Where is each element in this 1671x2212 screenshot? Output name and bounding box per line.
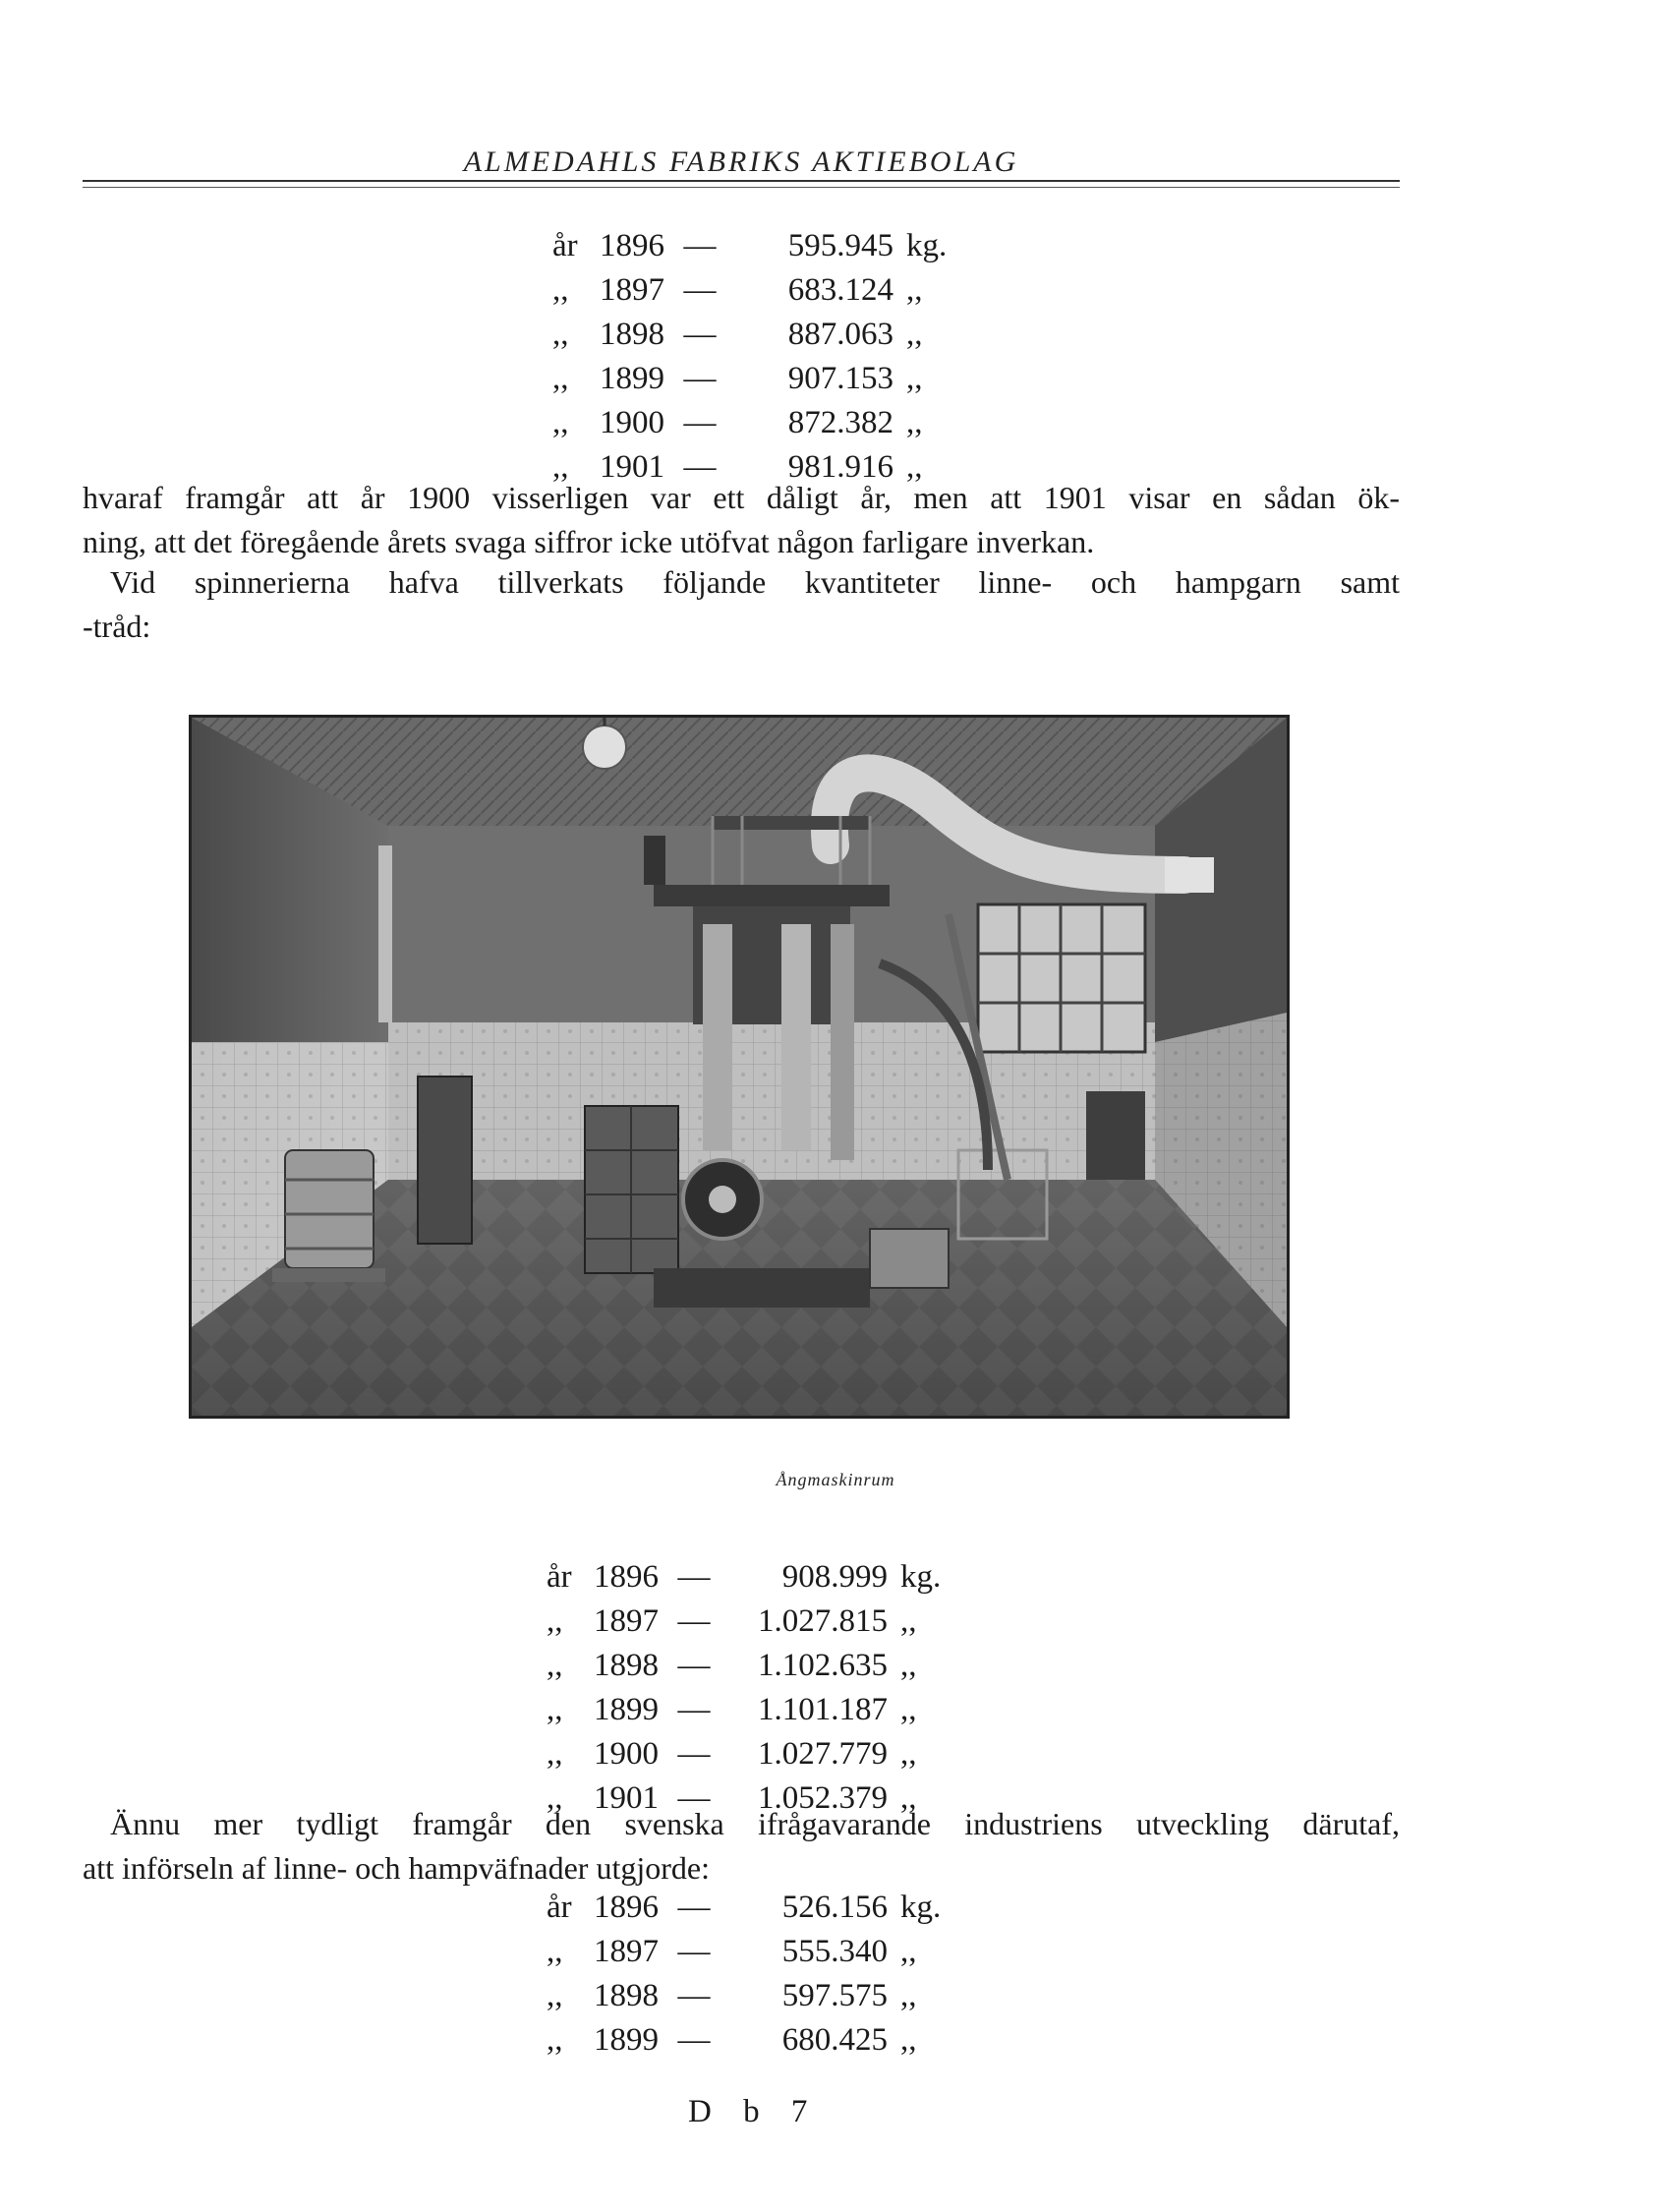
row-prefix: ,, [547, 1603, 563, 1639]
row-unit: ,, [900, 1736, 917, 1772]
row-value: 887.063 [787, 317, 893, 352]
row-prefix: ,, [547, 1780, 563, 1816]
row-dash: — [677, 2022, 711, 2058]
row-unit: ,, [900, 1692, 917, 1727]
row-dash: — [677, 1648, 711, 1683]
row-dash: — [677, 1692, 711, 1727]
engine-room-illustration [192, 718, 1287, 1416]
row-unit: ,, [900, 1648, 917, 1683]
row-value: 526.156 [781, 1890, 888, 1925]
row-dash: — [677, 1780, 711, 1816]
row-value: 555.340 [781, 1934, 888, 1969]
row-prefix: ,, [547, 1736, 563, 1772]
running-header: ALMEDAHLS FABRIKS AKTIEBOLAG [463, 146, 1019, 178]
row-dash: — [683, 317, 717, 352]
row-year: 1899 [594, 2022, 659, 2058]
row-dash: — [677, 1890, 711, 1925]
row-year: 1900 [594, 1736, 659, 1772]
row-year: 1899 [594, 1692, 659, 1727]
row-year: 1896 [594, 1559, 659, 1595]
row-prefix: ,, [547, 1934, 563, 1969]
row-dash: — [683, 272, 717, 308]
row-year: 1897 [594, 1603, 659, 1639]
row-unit: kg. [900, 1890, 942, 1925]
row-unit: kg. [906, 228, 948, 263]
row-value: 907.153 [787, 361, 893, 396]
row-unit: ,, [906, 405, 923, 440]
row-dash: — [683, 228, 717, 263]
row-dash: — [683, 449, 717, 485]
row-unit: ,, [900, 1934, 917, 1969]
paragraph-line: Vid spinnerierna hafva tillverkats följande kvantiteter linne- och hampgarn samt [110, 564, 1400, 600]
row-prefix: ,, [552, 361, 569, 396]
row-prefix: ,, [552, 317, 569, 352]
row-prefix: år [552, 228, 578, 263]
row-dash: — [683, 361, 717, 396]
row-year: 1900 [600, 405, 664, 440]
row-unit: ,, [906, 449, 923, 485]
row-prefix: ,, [552, 272, 569, 308]
paragraph-3 [83, 1802, 1400, 1891]
paragraph-line: hvaraf framgår att år 1900 visserligen var ett dåligt år, men att 1901 visar en sådan ök- [83, 480, 1400, 515]
paragraph-line: -tråd: [83, 609, 151, 644]
row-value: 1.101.187 [758, 1692, 888, 1727]
engine-room-photo [189, 715, 1290, 1419]
header-rule [83, 180, 1400, 182]
row-dash: — [677, 1736, 711, 1772]
paragraph-2 [83, 560, 1400, 649]
photo-caption: Ångmaskinrum [776, 1470, 895, 1489]
row-prefix: ,, [552, 405, 569, 440]
row-prefix: ,, [547, 1648, 563, 1683]
row-unit: ,, [906, 272, 923, 308]
row-prefix: ,, [547, 2022, 563, 2058]
header-rule-thin [83, 187, 1400, 188]
row-year: 1898 [594, 1978, 659, 2013]
row-unit: ,, [906, 361, 923, 396]
row-prefix: år [547, 1559, 572, 1595]
row-dash: — [677, 1978, 711, 2013]
row-dash: — [677, 1559, 711, 1595]
paragraph-line: ning, att det föregående årets svaga siffror icke utöfvat någon farligare inverkan. [83, 524, 1095, 559]
row-year: 1899 [600, 361, 664, 396]
signature-mark: D b 7 [688, 2094, 820, 2129]
row-dash: — [683, 405, 717, 440]
row-unit: ,, [900, 1780, 917, 1816]
paragraph-1 [83, 476, 1400, 564]
row-unit: ,, [900, 2022, 917, 2058]
row-year: 1898 [594, 1648, 659, 1683]
row-value: 1.102.635 [758, 1648, 888, 1683]
row-dash: — [677, 1603, 711, 1639]
row-value: 1.027.815 [758, 1603, 888, 1639]
paragraph-line: att införseln af linne- och hampväfnader utgjorde: [83, 1850, 710, 1886]
row-value: 872.382 [787, 405, 893, 440]
row-year: 1896 [600, 228, 664, 263]
row-value: 908.999 [781, 1559, 888, 1595]
row-dash: — [677, 1934, 711, 1969]
row-unit: ,, [906, 317, 923, 352]
row-unit: kg. [900, 1559, 942, 1595]
row-value: 981.916 [787, 449, 893, 485]
row-prefix: ,, [547, 1978, 563, 2013]
row-value: 680.425 [781, 2022, 888, 2058]
row-value: 683.124 [787, 272, 893, 308]
row-year: 1897 [594, 1934, 659, 1969]
row-year: 1901 [594, 1780, 659, 1816]
row-year: 1901 [600, 449, 664, 485]
row-unit: ,, [900, 1978, 917, 2013]
row-prefix: ,, [547, 1692, 563, 1727]
row-prefix: ,, [552, 449, 569, 485]
row-unit: ,, [900, 1603, 917, 1639]
row-value: 1.052.379 [758, 1780, 888, 1816]
row-value: 597.575 [781, 1978, 888, 2013]
paragraph-line: Ännu mer tydligt framgår den svenska ifrågavarande industriens utveckling därutaf, [110, 1806, 1400, 1841]
row-year: 1896 [594, 1890, 659, 1925]
row-prefix: år [547, 1890, 572, 1925]
row-year: 1898 [600, 317, 664, 352]
row-year: 1897 [600, 272, 664, 308]
row-value: 1.027.779 [758, 1736, 888, 1772]
row-value: 595.945 [787, 228, 893, 263]
